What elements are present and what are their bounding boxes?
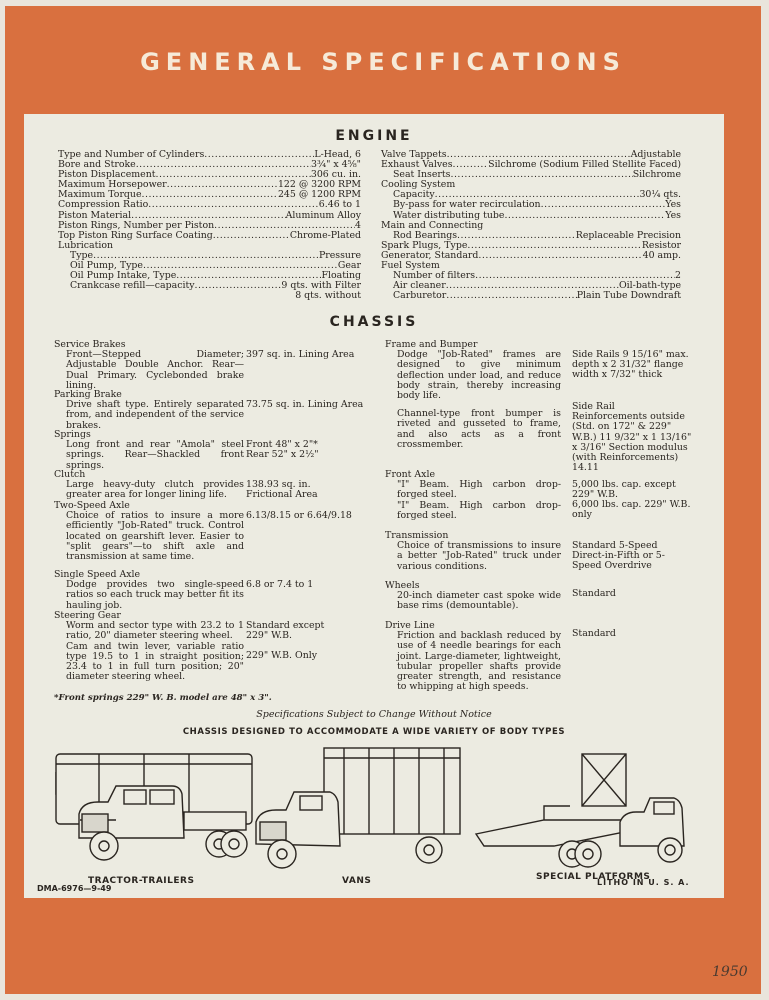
springs-footnote: *Front springs 229" W. B. model are 48" x 3". — [54, 693, 272, 703]
engine-right-label: Exhaust Valves — [381, 159, 453, 171]
engine-right-value: 30¼ qts. — [639, 189, 681, 201]
steering-gear-head: Steering Gear — [54, 610, 121, 621]
leader-dots — [204, 150, 314, 160]
engine-left-label: Type and Number of Cylinders — [58, 149, 205, 160]
engine-right-row — [381, 291, 681, 301]
engine-right-label: Water distributing tube — [393, 209, 505, 221]
front-axle-head: Front Axle — [385, 469, 436, 480]
engine-left-value: 6.46 to 1 — [318, 199, 361, 211]
drive-line-section — [385, 621, 561, 692]
engine-right-value: Silchrome — [632, 169, 681, 181]
caption-vans: VANS — [342, 876, 372, 886]
special-platform-illustration — [476, 754, 684, 867]
engine-right-label: Fuel System — [381, 260, 440, 272]
leader-dots — [142, 190, 278, 200]
engine-left-label: Compression Ratio — [58, 199, 149, 211]
engine-right-label: Air cleaner — [393, 280, 446, 292]
engine-right-value: Plain Tube Downdraft — [576, 290, 681, 302]
frame-section — [385, 340, 561, 450]
frame-head: Frame and Bumper — [385, 339, 478, 350]
engine-right-value: 2 — [675, 270, 681, 282]
service-brakes-head: Service Brakes — [54, 339, 126, 350]
front-axle-value-2: 6,000 lbs. cap. 229" W.B. only — [572, 499, 691, 521]
engine-right-value: Adjustable — [630, 149, 681, 160]
engine-right-label: Number of filters — [393, 270, 476, 282]
engine-left-value: 122 @ 3200 RPM — [277, 179, 361, 191]
tractor-trailer-illustration — [56, 754, 252, 860]
leader-dots — [467, 241, 642, 251]
engine-right-value: Yes — [665, 209, 681, 221]
leader-dots — [446, 291, 577, 301]
engine-left-value: 3¾" x 4⅝" — [311, 159, 361, 171]
transmission-text: Choice of transmissions to insure a better "Job-Rated" truck under various conditions. — [397, 540, 561, 572]
engine-left-label: Lubrication — [58, 239, 114, 251]
two-speed-axle-value: 6.13/8.15 or 6.64/9.18 — [246, 510, 352, 521]
engine-left-label: Oil Pump, Type — [70, 260, 143, 272]
parking-brake-head: Parking Brake — [54, 389, 122, 400]
engine-right-label: Generator, Standard — [381, 249, 479, 261]
crankcase-refill-alt-value: 8 qts. without — [295, 290, 361, 302]
leader-dots — [453, 160, 489, 170]
transmission-section — [385, 531, 561, 572]
wheels-section — [385, 581, 561, 612]
engine-left-row — [58, 241, 361, 251]
engine-right-label: Valve Tappets — [381, 149, 447, 160]
springs-rear-value: Rear 52" x 2½" — [246, 449, 319, 461]
single-speed-axle-section — [54, 570, 244, 611]
springs-values — [246, 440, 376, 460]
clutch-value: 138.93 sq. in. Frictional Area — [246, 479, 318, 501]
form-code: DMA-6976—9-49 — [37, 884, 112, 893]
leader-dots — [213, 231, 290, 241]
engine-right-label: Cooling System — [381, 179, 456, 191]
parking-brake-section — [54, 390, 244, 431]
leader-dots — [478, 251, 642, 261]
front-axle-value-1: 5,000 lbs. cap. except 229" W.B. — [572, 479, 676, 501]
parking-brake-text: Drive shaft type. Entirely separated from, and independent of the service brakes. — [66, 399, 244, 431]
engine-right-value: Oil-bath-type — [618, 280, 681, 292]
engine-left-label: Bore and Stroke — [58, 159, 136, 171]
front-axle-section — [385, 470, 561, 521]
two-speed-axle-head: Two-Speed Axle — [54, 500, 130, 511]
engine-right-label: Seat Inserts — [393, 169, 451, 181]
frame-text-1: Dodge "Job-Rated" frames are designed to give minimum deflection under load, and reduce body strain, thereby increasing body life. — [397, 349, 561, 402]
engine-right-label: Spark Plugs, Type — [381, 239, 468, 251]
van-illustration — [256, 748, 460, 868]
single-speed-axle-value: 6.8 or 7.4 to 1 — [246, 579, 314, 590]
springs-head: Springs — [54, 429, 91, 440]
truck-illustrations — [24, 742, 724, 892]
front-axle-text-2: "I" Beam. High carbon drop-forged steel. — [397, 499, 561, 521]
engine-left-label: Piston Displacement — [58, 169, 156, 181]
frame-text-2: Channel-type front bumper is riveted and gusseted to frame, and also acts as a front crossmember. — [397, 408, 561, 450]
springs-section — [54, 430, 244, 471]
handwritten-year: 1950 — [712, 964, 748, 980]
leader-dots — [450, 170, 632, 180]
engine-left-label: Piston Material — [58, 209, 132, 221]
engine-right-label: Rod Bearings — [393, 229, 458, 241]
leader-dots — [167, 180, 278, 190]
front-axle-text-1: "I" Beam. High carbon drop-forged steel. — [397, 479, 561, 501]
steering-gear-text-2: Cam and twin lever, variable ratio type 19.5 to 1 in straight position; 23.4 to 1 in full turn position; 20" diameter steering wheel. — [66, 640, 244, 683]
parking-brake-value: 73.75 sq. in. Lining Area — [246, 399, 364, 410]
engine-right-value: Resistor — [641, 239, 681, 251]
single-speed-axle-text: Dodge provides two single-speed ratios so each truck may better fit its hauling job. — [66, 579, 244, 611]
clutch-section — [54, 470, 244, 501]
engine-left-value: L-Head, 6 — [314, 149, 361, 160]
frame-value-1: Side Rails 9 15/16" max. depth x 2 31/32" flange width x 7/32" thick — [572, 349, 689, 381]
engine-left-value: Floating — [321, 270, 361, 282]
wheels-text: 20-inch diameter cast spoke wide base rims (demountable). — [397, 590, 561, 612]
engine-right-value: 40 amp. — [642, 249, 681, 261]
engine-left-value: Gear — [337, 260, 361, 272]
springs-text: Long front and rear "Amola" steel springs. Rear—Shackled front springs. — [66, 439, 244, 471]
page-title: GENERAL SPECIFICATIONS — [140, 48, 626, 76]
transmission-head: Transmission — [385, 530, 449, 541]
litho-note: LITHO IN U. S. A. — [597, 878, 690, 887]
brochure-page — [5, 6, 761, 994]
specifications-note: Specifications Subject to Change Without Notice — [256, 709, 492, 720]
engine-right-value: Silchrome (Sodium Filled Stellite Faced) — [488, 159, 681, 171]
engine-left-value: Chrome-Plated — [289, 229, 361, 241]
engine-right-value: Yes — [665, 199, 681, 211]
clutch-text: Large heavy-duty clutch provides greater area for longer lining life. — [66, 479, 244, 501]
leader-dots — [457, 231, 576, 241]
engine-heading: ENGINE — [335, 128, 413, 144]
engine-left-label: Maximum Torque — [58, 189, 142, 201]
engine-right-value: Replaceable Precision — [575, 229, 681, 241]
chassis-heading: CHASSIS — [329, 314, 419, 330]
engine-left-label: Maximum Horsepower — [58, 179, 167, 191]
engine-left-label: Type — [70, 249, 94, 261]
engine-left-list — [58, 150, 361, 301]
service-brakes-text: Front—Stepped Diameter; Adjustable Double Anchor. Rear—Dual Primary. Cyclebonded brake lining. — [66, 349, 244, 391]
caption-tractor-trailers: TRACTOR-TRAILERS — [88, 876, 195, 886]
transmission-value: Standard 5-Speed Direct-in-Fifth or 5-Speed Overdrive — [572, 540, 665, 572]
engine-right-label: Carburetor — [393, 290, 447, 302]
engine-left-value: Pressure — [318, 249, 361, 261]
engine-right-label: By-pass for water recirculation — [393, 199, 541, 211]
engine-left-label: Crankcase refill—capacity — [70, 280, 195, 292]
engine-left-label: Piston Rings, Number per Piston — [58, 219, 215, 231]
leader-dots — [541, 200, 666, 210]
steering-gear-section — [54, 611, 244, 682]
drive-line-head: Drive Line — [385, 620, 435, 631]
springs-front-value: Front 48" x 2"* — [246, 439, 318, 450]
engine-left-value: 306 cu. in. — [310, 169, 361, 181]
leader-dots — [195, 281, 282, 291]
caption-special-platforms: SPECIAL PLATFORMS — [536, 872, 651, 882]
wheels-head: Wheels — [385, 580, 420, 591]
steering-gear-value-2: 229" W.B. Only — [246, 650, 318, 661]
engine-left-value: Aluminum Alloy — [285, 209, 361, 221]
engine-right-list — [381, 150, 681, 301]
drive-line-value: Standard — [572, 628, 616, 639]
clutch-head: Clutch — [54, 469, 86, 480]
steering-gear-value-1: Standard except 229" W.B. — [246, 620, 325, 642]
single-speed-axle-head: Single Speed Axle — [54, 569, 141, 580]
wheels-value: Standard — [572, 588, 616, 599]
body-types-heading: CHASSIS DESIGNED TO ACCOMMODATE A WIDE VARIETY OF BODY TYPES — [182, 727, 566, 737]
engine-left-label: Top Piston Ring Surface Coating — [58, 229, 213, 241]
leader-dots — [136, 160, 311, 170]
engine-right-label: Capacity — [393, 189, 435, 201]
leader-dots — [504, 211, 665, 221]
engine-left-value: 4 — [355, 219, 361, 231]
engine-left-value: 245 @ 1200 RPM — [277, 189, 361, 201]
two-speed-axle-text: Choice of ratios to insure a more efficiently "Job-Rated" truck. Control located on gearshift lever. Easier to "split gears"—to shift axle and transmission at same time. — [66, 510, 244, 563]
two-speed-axle-section — [54, 501, 244, 562]
engine-left-value: 9 qts. with Filter — [281, 280, 361, 292]
engine-left-label: Oil Pump Intake, Type — [70, 270, 177, 282]
frame-value-2: Side Rail Reinforcements outside (Std. on 172" & 229" W.B.) 11 9/32" x 1 13/16" x 3/16" Section modulus (with Reinforcements) 14.11 — [572, 401, 692, 474]
steering-gear-text-1: Worm and sector type with 23.2 to 1 ratio, 20" diameter steering wheel. — [66, 620, 244, 642]
drive-line-text: Friction and backlash reduced by use of 4 needle bearings for each joint. Large-diameter, lightweight, tubular propeller shafts provide greater strength, and resistance to whipping at high speeds. — [397, 630, 561, 693]
service-brakes-value: 397 sq. in. Lining Area — [246, 349, 355, 360]
service-brakes-section — [54, 340, 244, 391]
engine-right-label: Main and Connecting — [381, 219, 484, 231]
spec-panel — [24, 114, 724, 898]
